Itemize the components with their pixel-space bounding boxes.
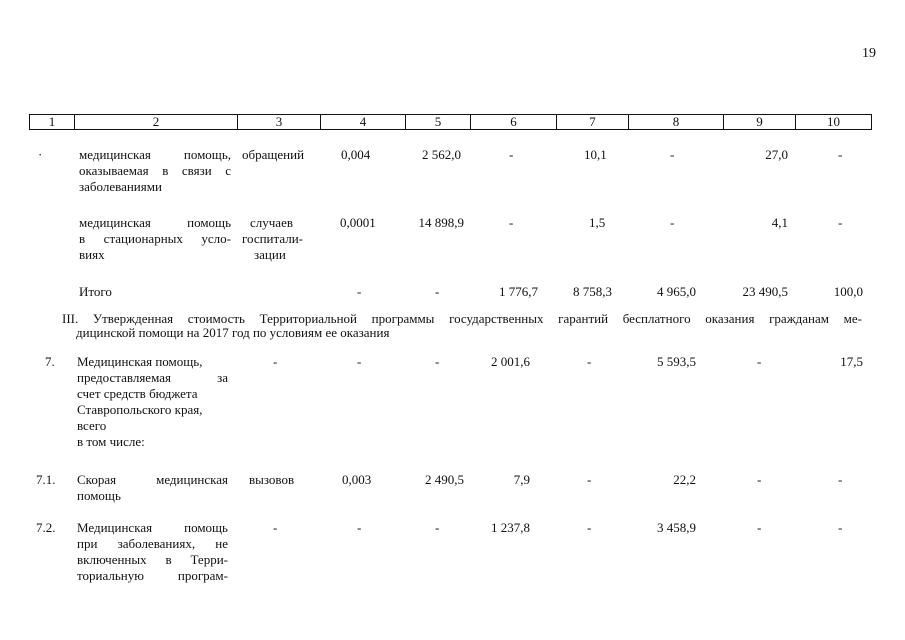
cell-col7: 1,5	[589, 215, 606, 230]
row-name: Итого	[79, 284, 112, 299]
col-header-4: 4	[321, 115, 406, 130]
cell-col8: -	[670, 147, 675, 162]
row-name: медицинская помощь, оказываемая в связи с заболеваниями	[79, 147, 231, 194]
cell-col7: 10,1	[584, 147, 607, 162]
cell-col10: -	[838, 215, 843, 230]
cell-col5: 2 490,5	[425, 472, 464, 487]
cell-col4: -	[357, 284, 362, 299]
col-header-3: 3	[238, 115, 321, 130]
row-name: Медицинская помощь, предоставляемая за счет средств бюджета Ставропольского края, всего в том числе:	[77, 354, 228, 449]
cell-col4: 0,004	[341, 147, 371, 162]
cell-col5: 14 898,9	[418, 215, 464, 230]
row-number: 7.	[45, 354, 55, 369]
cell-col10: -	[838, 520, 843, 535]
cell-col7: -	[587, 472, 592, 487]
cell-col4: 0,003	[342, 472, 372, 487]
cell-col9: -	[757, 472, 762, 487]
col-header-9: 9	[724, 115, 796, 130]
row-name: Скорая медицинская помощь	[77, 472, 228, 503]
cell-col9: -	[757, 520, 762, 535]
cell-col3: вызовов	[249, 472, 295, 487]
cell-col10: -	[838, 472, 843, 487]
cell-col10: 100,0	[833, 284, 863, 299]
row-number: 7.1.	[36, 472, 56, 487]
cell-col6: 1 776,7	[499, 284, 538, 299]
row-unit: обращений	[242, 147, 305, 162]
row-number: ·	[38, 147, 43, 162]
row-name: медицинская помощь в стационарных усло- виях	[79, 215, 231, 262]
cell-col5: -	[435, 354, 440, 369]
cell-col5: -	[435, 520, 440, 535]
cell-col8: 5 593,5	[657, 354, 696, 369]
row-unit: случаев госпитали- зации	[242, 215, 304, 262]
row-name: Медицинская помощь при заболеваниях, не включенных в Терри- ториальную програм-	[77, 520, 228, 583]
cell-col4: -	[357, 520, 362, 535]
col-header-2: 2	[75, 115, 238, 130]
cell-col7: -	[587, 354, 592, 369]
cell-col6: -	[509, 215, 514, 230]
cell-col8: 4 965,0	[657, 284, 696, 299]
col-header-5: 5	[406, 115, 471, 130]
page-number: 19	[862, 46, 876, 61]
cell-col6: 2 001,6	[491, 354, 530, 369]
col-header-1: 1	[30, 115, 75, 130]
cell-col3: -	[273, 354, 278, 369]
cell-col8: 3 458,9	[657, 520, 696, 535]
cell-col7: 8 758,3	[573, 284, 612, 299]
cell-col5: 2 562,0	[422, 147, 461, 162]
cell-col9: 23 490,5	[742, 284, 788, 299]
col-header-10: 10	[796, 115, 872, 130]
cell-col10: -	[838, 147, 843, 162]
cell-col9: -	[757, 354, 762, 369]
cell-col7: -	[587, 520, 592, 535]
col-header-7: 7	[557, 115, 629, 130]
cell-col4: -	[357, 354, 362, 369]
cell-col6: 1 237,8	[491, 520, 530, 535]
cell-col10: 17,5	[840, 354, 863, 369]
cell-col8: 22,2	[673, 472, 696, 487]
cell-col9: 27,0	[765, 147, 788, 162]
section-title: III. Утвержденная стоимость Территориальной программы государственных гарантий бесплатного оказания гражданам ме- дицинской помощи на 2017 год по условиям ее оказания	[62, 311, 862, 340]
col-header-6: 6	[471, 115, 557, 130]
cell-col3: -	[273, 520, 278, 535]
column-header-row	[29, 114, 872, 130]
cell-col4: 0,0001	[340, 215, 376, 230]
cell-col5: -	[435, 284, 440, 299]
cell-col9: 4,1	[771, 215, 788, 230]
cell-col6: -	[509, 147, 514, 162]
col-header-8: 8	[629, 115, 724, 130]
row-number: 7.2.	[36, 520, 56, 535]
cell-col6: 7,9	[513, 472, 530, 487]
cell-col8: -	[670, 215, 675, 230]
